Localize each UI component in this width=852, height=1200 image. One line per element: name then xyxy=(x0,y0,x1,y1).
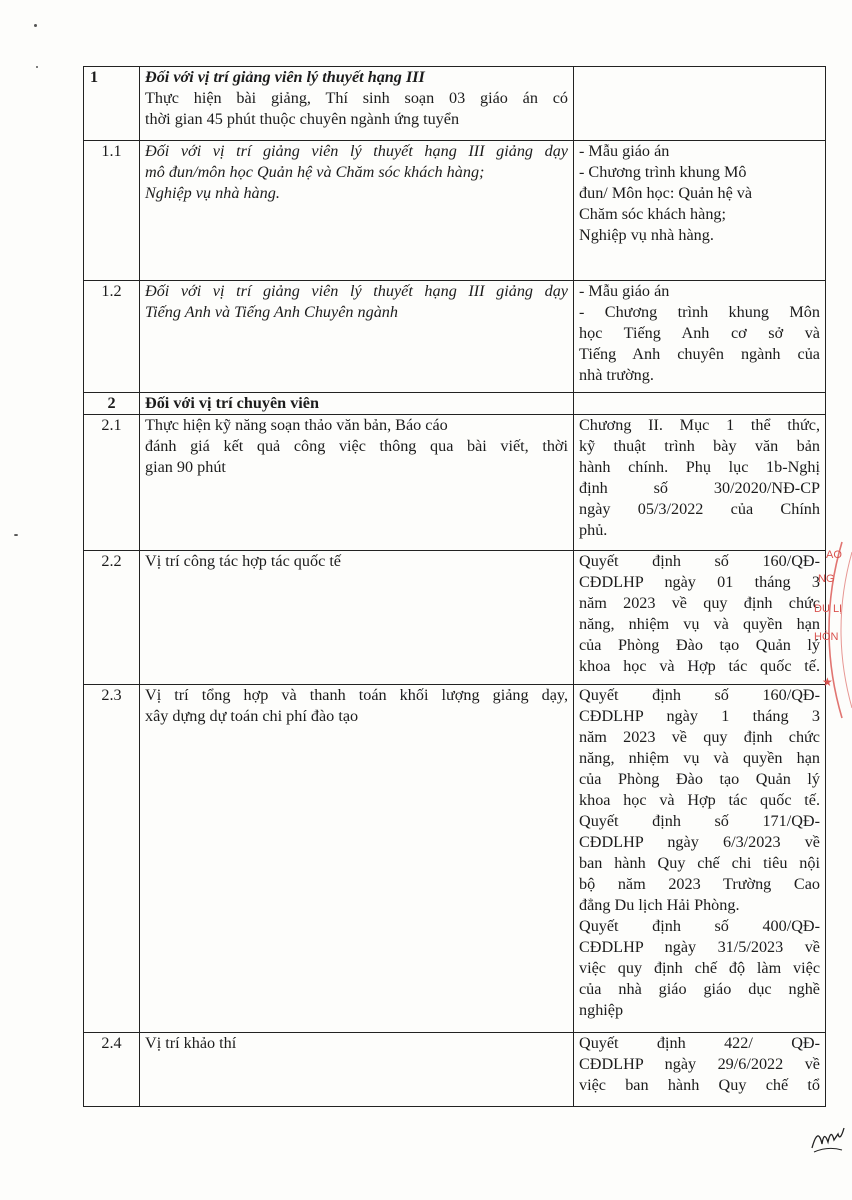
section-title: Đối với vị trí chuyên viên xyxy=(140,393,574,415)
doc-line: Quyết định 422/ QĐ- xyxy=(579,1034,820,1052)
content-line: Đối với vị trí giảng viên lý thuyết hạng III giảng dạy xyxy=(145,142,568,160)
content-line: Thực hiện kỹ năng soạn thảo văn bản, Báo cáo xyxy=(145,416,448,434)
row-document xyxy=(574,141,826,281)
doc-line: Chăm sóc khách hàng; xyxy=(579,205,726,223)
content-line: Đối với vị trí giảng viên lý thuyết hạng III giảng dạy xyxy=(145,282,568,300)
doc-line: ban hành Quy chế chi tiêu nội xyxy=(579,854,820,872)
doc-line: nhà trường. xyxy=(579,366,654,384)
table-row xyxy=(84,551,826,685)
content-line: Vị trí khảo thí xyxy=(145,1034,237,1052)
row-document xyxy=(574,415,826,551)
doc-line: nghiệp xyxy=(579,1001,624,1019)
doc-line: năng, nhiệm vụ và quyền hạn xyxy=(579,615,820,633)
row-number: 1.1 xyxy=(84,141,140,281)
row-document xyxy=(574,67,826,141)
row-content xyxy=(140,685,574,1033)
doc-line: năm 2023 về quy định chức xyxy=(579,728,820,746)
doc-line: - Mẫu giáo án xyxy=(579,142,670,160)
table-row xyxy=(84,393,826,415)
doc-line: của Phòng Đào tạo Quản lý xyxy=(579,636,820,654)
doc-line: Chương II. Mục 1 thể thức, xyxy=(579,416,820,434)
scan-speck xyxy=(34,24,37,27)
doc-line: đun/ Môn học: Quản hệ và xyxy=(579,184,753,202)
stamp-text: AO xyxy=(826,549,842,561)
doc-line: năng, nhiệm vụ và quyền hạn xyxy=(579,749,820,767)
doc-line: CĐDLHP ngày 6/3/2023 về xyxy=(579,833,820,851)
table-row xyxy=(84,281,826,393)
table-row xyxy=(84,1033,826,1107)
content-line: thời gian 45 phút thuộc chuyên ngành ứng tuyển xyxy=(145,110,460,128)
doc-line: CĐDLHP ngày 29/6/2022 về xyxy=(579,1055,820,1073)
row-number: 2.1 xyxy=(84,415,140,551)
doc-line: đẳng Du lịch Hải Phòng. xyxy=(579,896,740,914)
doc-line: Quyết định số 160/QĐ- xyxy=(579,552,820,570)
stamp-star: ★ xyxy=(822,675,833,689)
row-number: 2.4 xyxy=(84,1033,140,1107)
doc-line: năm 2023 về quy định chức xyxy=(579,594,820,612)
content-line: đánh giá kết quả công việc thông qua bài viết, thời xyxy=(145,437,568,455)
content-line: Thực hiện bài giảng, Thí sinh soạn 03 giáo án có xyxy=(145,89,568,107)
row-title: Đối với vị trí giảng viên lý thuyết hạng III xyxy=(145,68,425,86)
doc-line: khoa học và Hợp tác quốc tế. xyxy=(579,657,820,675)
handwritten-signature xyxy=(808,1120,848,1156)
content-line: Nghiệp vụ nhà hàng. xyxy=(145,184,280,202)
content-line: xây dựng dự toán chi phí đào tạo xyxy=(145,707,359,725)
row-document xyxy=(574,1033,826,1107)
content-line: Vị trí công tác hợp tác quốc tế xyxy=(145,552,341,570)
table-row xyxy=(84,415,826,551)
doc-line: của Phòng Đào tạo Quản lý xyxy=(579,770,820,788)
scan-speck xyxy=(14,534,18,536)
row-number: 1.2 xyxy=(84,281,140,393)
row-content xyxy=(140,551,574,685)
row-number: 1 xyxy=(84,67,140,141)
doc-line: ngày 05/3/2022 của Chính xyxy=(579,500,820,518)
table-row xyxy=(84,685,826,1033)
content-line: gian 90 phút xyxy=(145,458,226,476)
doc-line: CĐDLHP ngày 31/5/2023 về xyxy=(579,938,820,956)
row-number: 2 xyxy=(84,393,140,415)
row-content xyxy=(140,1033,574,1107)
doc-line: Quyết định số 160/QĐ- xyxy=(579,686,820,704)
content-line: Vị trí tổng hợp và thanh toán khối lượng giảng dạy, xyxy=(145,686,568,704)
content-line: Tiếng Anh và Tiếng Anh Chuyên ngành xyxy=(145,303,398,321)
doc-line: - Chương trình khung Môn xyxy=(579,303,820,321)
table-row xyxy=(84,67,826,141)
stamp-text: HÒN xyxy=(814,631,839,643)
row-number: 2.3 xyxy=(84,685,140,1033)
row-content xyxy=(140,67,574,141)
doc-line: định số 30/2020/NĐ-CP xyxy=(579,479,820,497)
doc-line: CĐDLHP ngày 01 tháng 3 xyxy=(579,573,820,591)
doc-line: khoa học và Hợp tác quốc tế. xyxy=(579,791,820,809)
row-content xyxy=(140,415,574,551)
row-document xyxy=(574,685,826,1033)
doc-line: việc ban hành Quy chế tổ xyxy=(579,1076,820,1094)
doc-line: - Chương trình khung Mô xyxy=(579,163,747,181)
doc-line: Quyết định số 171/QĐ- xyxy=(579,812,820,830)
content-line: mô đun/môn học Quản hệ và Chăm sóc khách hàng; xyxy=(145,163,485,181)
doc-line: CĐDLHP ngày 1 tháng 3 xyxy=(579,707,820,725)
stamp-text: DU LỊ xyxy=(814,603,843,615)
row-content xyxy=(140,281,574,393)
doc-line: Nghiệp vụ nhà hàng. xyxy=(579,226,714,244)
row-document xyxy=(574,393,826,415)
row-number: 2.2 xyxy=(84,551,140,685)
doc-line: việc quy định chế độ làm việc xyxy=(579,959,820,977)
row-content xyxy=(140,141,574,281)
doc-line: kỹ thuật trình bày văn bản xyxy=(579,437,820,455)
doc-line: phủ. xyxy=(579,521,608,539)
doc-line: học Tiếng Anh cơ sở và xyxy=(579,324,820,342)
doc-line: Quyết định số 400/QĐ- xyxy=(579,917,820,935)
doc-line: hành chính. Phụ lục 1b-Nghị xyxy=(579,458,820,476)
requirements-table xyxy=(83,66,826,1107)
row-document xyxy=(574,551,826,685)
scan-speck xyxy=(36,66,38,68)
doc-line: - Mẫu giáo án xyxy=(579,282,670,300)
table-row xyxy=(84,141,826,281)
doc-line: bộ năm 2023 Trường Cao xyxy=(579,875,820,893)
doc-line: Tiếng Anh chuyên ngành của xyxy=(579,345,820,363)
stamp-text: NG xyxy=(818,573,835,585)
row-document xyxy=(574,281,826,393)
doc-line: của nhà giáo giáo dục nghề xyxy=(579,980,820,998)
